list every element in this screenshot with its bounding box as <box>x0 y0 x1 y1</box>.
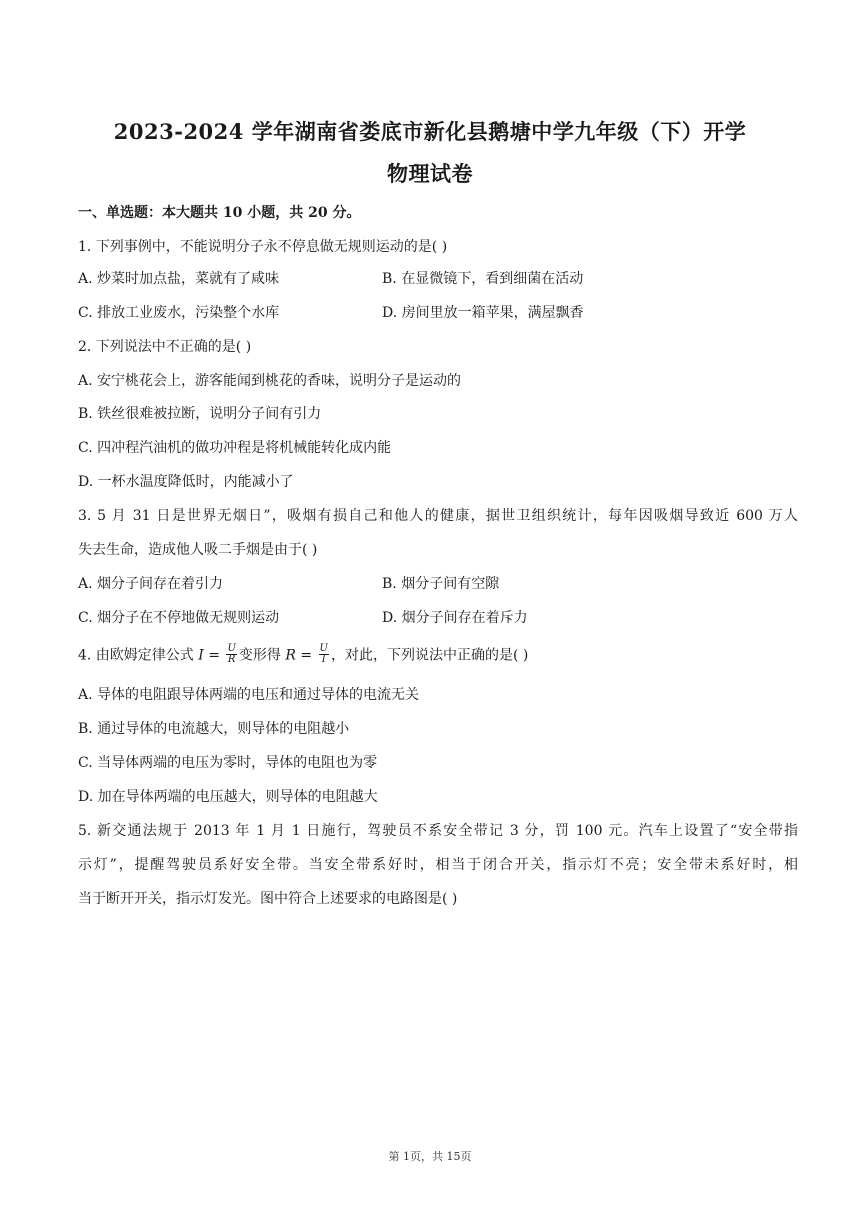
question-5-stem-line-1: 5. 新交通法规于 2013 年 1 月 1 日施行，驾驶员不系安全带记 3 分，罚 100 元。汽车上设置了“安全带指 <box>78 823 798 839</box>
formula-1-denominator: R <box>227 654 236 665</box>
question-1-stem: 1. 下列事例中，不能说明分子永不停息做无规则运动的是( ) <box>78 239 448 255</box>
formula-1-lhs: I = <box>198 647 220 664</box>
section-header: 一、单选题：本大题共 10 小题，共 20 分。 <box>78 205 361 221</box>
formula-2-denominator: I <box>321 654 326 665</box>
question-4-stem-mid: 变形得 <box>238 647 281 664</box>
formula-2-fraction <box>319 644 329 665</box>
question-2-option-c: C. 四冲程汽油机的做功冲程是将机械能转化成内能 <box>78 440 392 456</box>
question-1-option-a: A. 炒菜时加点盐，菜就有了咸味 <box>78 271 280 287</box>
formula-1-numerator: U <box>227 643 236 654</box>
question-3-stem-line-1: 3. 5 月 31 日是世界无烟日”，吸烟有损自己和他人的健康，据世卫组织统计，每年因吸烟导致近 600 万人 <box>78 508 798 524</box>
page-title-line-1: 2023-2024 学年湖南省娄底市新化县鹅塘中学九年级（下）开学 <box>113 119 747 144</box>
page-title-line-2: 物理试卷 <box>387 161 473 186</box>
question-2-option-a: A. 安宁桃花会上，游客能闻到桃花的香味，说明分子是运动的 <box>78 373 462 389</box>
question-4-option-d: D. 加在导体两端的电压越大，则导体的电阻越大 <box>78 789 378 805</box>
question-3-option-c: C. 烟分子在不停地做无规则运动 <box>78 610 280 626</box>
question-4-option-c: C. 当导体两端的电压为零时，导体的电阻也为零 <box>78 755 378 771</box>
question-4-stem <box>78 645 798 666</box>
question-3-option-b: B. 烟分子间有空隙 <box>382 576 500 592</box>
formula-1-fraction <box>226 644 236 665</box>
question-5-stem-line-2: 示灯”，提醒驾驶员系好安全带。当安全带系好时，相当于闭合开关，指示灯不亮；安全带未系好时，相 <box>78 857 798 873</box>
page-footer: 第 1页，共 15页 <box>388 1150 472 1163</box>
question-4-stem-suffix: ，对此，下列说法中正确的是( ) <box>330 647 529 664</box>
question-1-option-d: D. 房间里放一箱苹果，满屋飘香 <box>382 305 584 321</box>
question-2-option-b: B. 铁丝很难被拉断，说明分子间有引力 <box>78 406 322 422</box>
question-1-option-b: B. 在显微镜下，看到细菌在活动 <box>382 271 584 287</box>
question-2-stem: 2. 下列说法中不正确的是( ) <box>78 339 252 355</box>
question-3-option-d: D. 烟分子间存在着斥力 <box>382 610 528 626</box>
question-5-stem-line-3: 当于断开开关，指示灯发光。图中符合上述要求的电路图是( ) <box>78 891 458 907</box>
formula-2-lhs: R = <box>285 647 313 664</box>
question-4-stem-prefix: 4. 由欧姆定律公式 <box>78 647 194 664</box>
question-3-option-a: A. 烟分子间存在着引力 <box>78 576 224 592</box>
question-4-option-a: A. 导体的电阻跟导体两端的电压和通过导体的电流无关 <box>78 687 420 703</box>
question-2-option-d: D. 一杯水温度降低时，内能减小了 <box>78 474 294 490</box>
question-3-stem-line-2: 失去生命，造成他人吸二手烟是由于( ) <box>78 542 318 558</box>
question-4-option-b: B. 通过导体的电流越大，则导体的电阻越小 <box>78 721 350 737</box>
question-1-option-c: C. 排放工业废水，污染整个水库 <box>78 305 280 321</box>
formula-2-numerator: U <box>319 643 328 654</box>
